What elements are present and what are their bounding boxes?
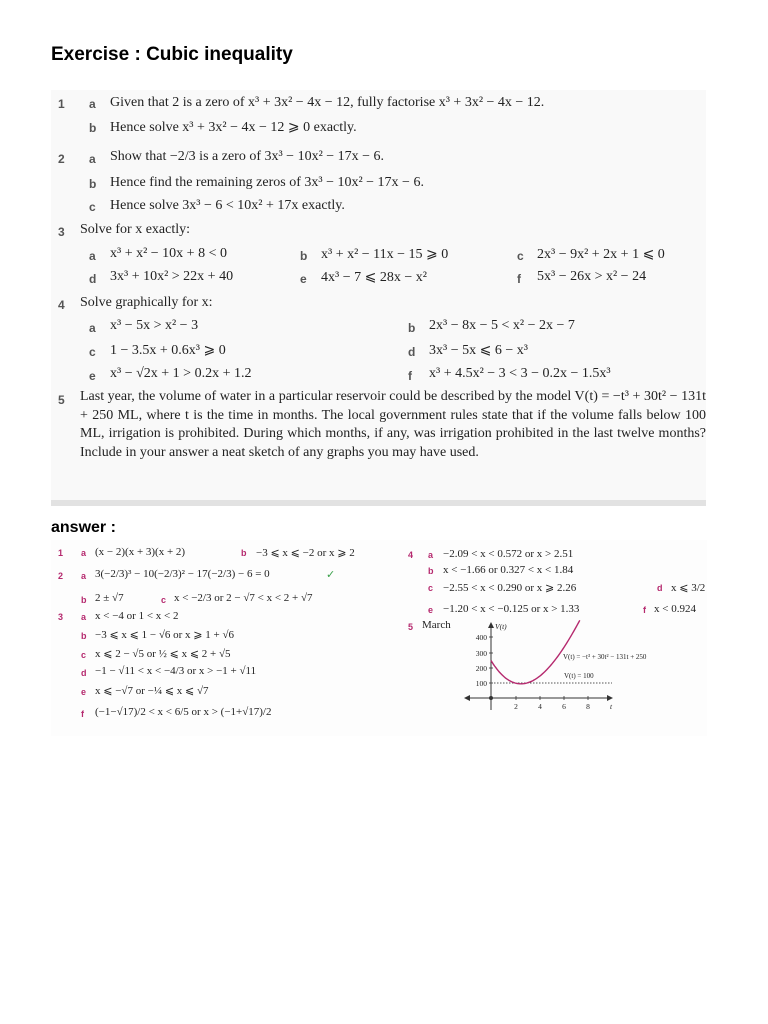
answer-text: −1 − √11 < x < −4/3 or x > −1 + √11 — [95, 665, 257, 677]
question-text: Last year, the volume of water in a particular reservoir could be described by the model V(t) = −t³ + 30t² − 131t + 250 ML, where t is the time in months. The local government rules state that if the volume falls below 100 ML, irrigation is prohibited. During which months, if any, was irrigation prohibited in the last twelve months? Include in your answer a neat sketch of any graphs you may have used. — [80, 389, 706, 460]
answer-letter: a — [81, 571, 87, 581]
question-text: 5x³ − 26x > x² − 24 — [537, 269, 647, 284]
part-letter: b — [89, 177, 97, 191]
question-number: 1 — [58, 97, 65, 111]
question-text: Hence solve x³ + 3x² − 4x − 12 ⩾ 0 exactly. — [110, 120, 357, 135]
answer-letter: f — [643, 605, 646, 615]
answer-number: 1 — [58, 548, 64, 558]
answer-letter: c — [161, 595, 167, 605]
x-tick-label: 2 — [514, 702, 518, 711]
volume-graph — [460, 618, 710, 718]
answer-letter: b — [428, 566, 434, 576]
answer-text: x ⩽ −√7 or −¼ ⩽ x ⩽ √7 — [95, 685, 209, 697]
part-letter: e — [300, 272, 307, 286]
answer-letter: b — [81, 595, 87, 605]
question-text: Given that 2 is a zero of x³ + 3x² − 4x − 12, fully factorise x³ + 3x² − 4x − 12. — [110, 95, 545, 110]
x-axis-arrow-right — [607, 695, 613, 701]
part-letter: b — [300, 249, 308, 263]
answer-text: x ⩽ 3/2 — [671, 582, 706, 594]
y-tick-label: 100 — [475, 679, 487, 688]
question-text: x³ − √2x + 1 > 0.2x + 1.2 — [110, 366, 252, 381]
question-text: 3x³ + 10x² > 22x + 40 — [110, 269, 234, 284]
part-letter: a — [89, 321, 96, 335]
answer-text: (−1−√17)/2 < x < 6/5 or x > (−1+√17)/2 — [95, 706, 272, 718]
answer-letter: b — [81, 631, 87, 641]
answer-letter: c — [428, 583, 434, 593]
answer-number: 2 — [58, 571, 64, 581]
check-icon: ✓ — [326, 569, 336, 581]
question-text: x³ + 4.5x² − 3 < 3 − 0.2x − 1.5x³ — [429, 366, 611, 381]
answer-text: x ⩽ 2 − √5 or ½ ⩽ x ⩽ 2 + √5 — [95, 648, 231, 660]
part-letter: c — [517, 249, 524, 263]
y-axis-label: V(t) — [495, 622, 507, 631]
x-axis-arrow-left — [464, 695, 470, 701]
question-text: Show that −2/3 is a zero of 3x³ − 10x² − 17x − 6. — [110, 149, 385, 164]
question-text: 1 − 3.5x + 0.6x³ ⩾ 0 — [110, 343, 226, 358]
x-tick-label: 6 — [562, 702, 566, 711]
origin-dot — [489, 696, 493, 700]
answer-number: 5 — [408, 622, 414, 632]
answer-text: x < −2/3 or 2 − √7 < x < 2 + √7 — [174, 592, 313, 604]
part-letter: f — [517, 272, 521, 286]
question-text: 2x³ − 8x − 5 < x² − 2x − 7 — [429, 318, 575, 333]
part-letter: a — [89, 97, 96, 111]
part-letter: d — [89, 272, 97, 286]
part-letter: f — [408, 369, 412, 383]
part-letter: d — [408, 345, 416, 359]
part-letter: a — [89, 152, 96, 166]
page-title: Exercise : Cubic inequality — [51, 44, 293, 65]
answer-letter: a — [81, 612, 87, 622]
y-tick-label: 300 — [475, 649, 487, 658]
question-text: Hence solve 3x³ − 6 < 10x² + 17x exactly. — [110, 198, 345, 213]
answer-text: x < −1.66 or 0.327 < x < 1.84 — [443, 564, 574, 576]
answer-text: March — [422, 619, 451, 631]
question-number: 2 — [58, 152, 65, 166]
answer-letter: d — [657, 583, 663, 593]
answer-letter: a — [81, 548, 87, 558]
y-tick-label: 400 — [475, 633, 487, 642]
curve-label: V(t) = −t³ + 30t² − 131t + 250 — [563, 653, 647, 661]
answer-text: −3 ⩽ x ⩽ −2 or x ⩾ 2 — [256, 547, 355, 559]
answer-text: −2.09 < x < 0.572 or x > 2.51 — [443, 548, 574, 560]
answer-letter: b — [241, 548, 247, 558]
y-axis-arrow — [488, 622, 494, 628]
answer-number: 4 — [408, 550, 414, 560]
part-letter: c — [89, 345, 96, 359]
question-text: x³ + x² − 10x + 8 < 0 — [110, 246, 227, 261]
question-text: 4x³ − 7 ⩽ 28x − x² — [321, 270, 427, 285]
x-axis-label: t — [610, 702, 613, 711]
answer-text: x < −4 or 1 < x < 2 — [95, 610, 179, 622]
answer-text: x < 0.924 — [654, 603, 696, 615]
answer-text: (x − 2)(x + 3)(x + 2) — [95, 546, 186, 558]
answer-letter: e — [81, 687, 87, 697]
part-letter: b — [89, 121, 97, 135]
answer-heading: answer : — [51, 519, 116, 536]
answer-letter: c — [81, 650, 87, 660]
answer-letter: e — [428, 605, 434, 615]
answer-letter: d — [81, 668, 87, 678]
part-letter: b — [408, 321, 416, 335]
part-letter: a — [89, 249, 96, 263]
y-tick-label: 200 — [475, 664, 487, 673]
question-number: 4 — [58, 298, 65, 312]
answer-text: 2 ± √7 — [95, 592, 124, 604]
answer-text: 3(−2/3)³ − 10(−2/3)² − 17(−2/3) − 6 = 0 — [95, 568, 270, 580]
answer-text: −2.55 < x < 0.290 or x ⩾ 2.26 — [443, 582, 577, 594]
question-text: x³ + x² − 11x − 15 ⩾ 0 — [321, 247, 449, 262]
part-letter: e — [89, 369, 96, 383]
part-letter: c — [89, 200, 96, 214]
question-stem: Solve for x exactly: — [80, 222, 191, 237]
question-text: Hence find the remaining zeros of 3x³ − 10x² − 17x − 6. — [110, 175, 424, 190]
question-text: 2x³ − 9x² + 2x + 1 ⩽ 0 — [537, 247, 665, 262]
question-text: x³ − 5x > x² − 3 — [110, 318, 199, 333]
question-number: 3 — [58, 225, 65, 239]
x-tick-label: 4 — [538, 702, 542, 711]
question-number: 5 — [58, 393, 65, 407]
question-text: 3x³ − 5x ⩽ 6 − x³ — [429, 343, 528, 358]
answer-number: 3 — [58, 612, 64, 622]
answer-text: −1.20 < x < −0.125 or x > 1.33 — [443, 603, 580, 615]
x-tick-label: 8 — [586, 702, 590, 711]
threshold-label: V(t) = 100 — [564, 672, 594, 680]
answer-letter: f — [81, 709, 84, 719]
answer-text: −3 ⩽ x ⩽ 1 − √6 or x ⩾ 1 + √6 — [95, 629, 234, 641]
question-stem: Solve graphically for x: — [80, 295, 213, 310]
answer-letter: a — [428, 550, 434, 560]
